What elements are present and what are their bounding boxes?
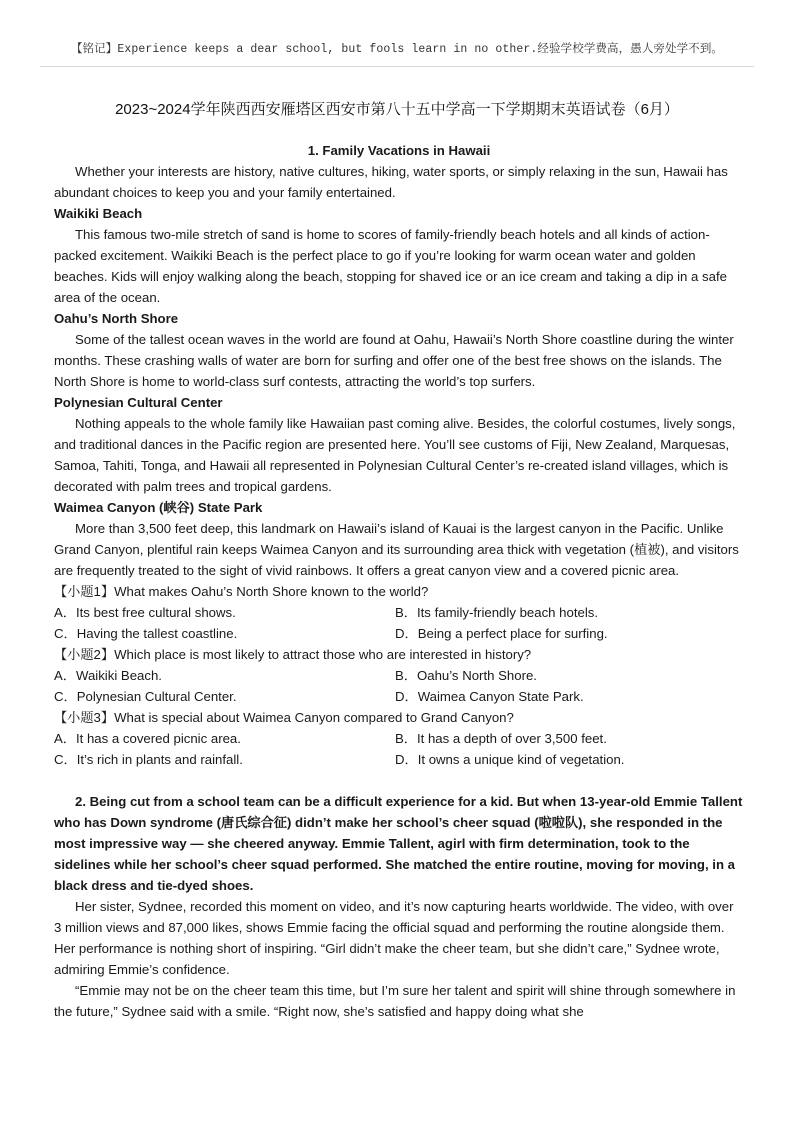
question-1-options-row-1: [54, 602, 744, 623]
section-heading-polynesian: Polynesian Cultural Center: [54, 395, 223, 410]
passage2-lead: 2. Being cut from a school team can be a difficult experience for a kid. But when 13-year-old Emmie Tallent who has Down syndrome (唐氏综合征) didn’t make her school’s cheer squad (啦啦队), she responded in the most impressive way — she cheered anyway. Emmie Tallent, agirl with firm determination, took to the sidelines while her school’s cheer squad performed. She matched the entire routine, moving for moving, in a black dress and tie-dyed shoes.: [54, 794, 743, 893]
document-title: 2023~2024学年陕西西安雁塔区西安市第八十五中学高一下学期期末英语试卷（6月）: [115, 101, 679, 118]
section-text-polynesian: Nothing appeals to the whole family like Hawaiian past coming alive. Besides, the colorful costumes, lively songs, and traditional dances in the Pacific region are presented here. You’ll see customs of Fiji, New Zealand, Marquesas, Samoa, Tahiti, Tonga, and Hawaii all represented in Polynesian Cultural Center’s re-created island villages, which is decorated with palm trees and tropical gardens.: [54, 416, 736, 494]
question-2-option-c: C．Polynesian Cultural Center.: [54, 689, 237, 704]
question-3-stem: 【小题3】What is special about Waimea Canyon compared to Grand Canyon?: [54, 710, 514, 725]
question-1-option-d: D．Being a perfect place for surfing.: [395, 626, 608, 641]
question-1-option-b: B．Its family-friendly beach hotels.: [395, 605, 599, 620]
question-3-option-b: B．It has a depth of over 3,500 feet.: [395, 731, 607, 746]
question-2-options-row-2: [54, 686, 744, 707]
question-2-option-a: A．Waikiki Beach.: [54, 668, 162, 683]
section-heading-north-shore: Oahu’s North Shore: [54, 311, 179, 326]
section-text-waimea: More than 3,500 feet deep, this landmark on Hawaii’s island of Kauai is the largest canyon in the Pacific. Unlike Grand Canyon, plentiful rain keeps Waimea Canyon and its surrounding area thick with vegetation (植被), and visitors are frequently treated to the sight of vivid rainbows. It offers a great canyon view and a covered picnic area.: [54, 521, 739, 578]
question-3-options-row-2: [54, 749, 744, 770]
exam-content: [54, 140, 744, 1022]
question-3-option-d: D．It owns a unique kind of vegetation.: [395, 752, 625, 767]
question-1-option-a: A．Its best free cultural shows.: [54, 605, 236, 620]
passage2-paragraph-1: Her sister, Sydnee, recorded this moment on video, and it’s now capturing hearts worldwide. The video, with over 3 million views and 87,000 likes, shows Emmie facing the official squad and performing the routine alongside them. Her performance is nothing short of inspiring. “Girl didn’t make the cheer team, but she didn’t care,” Sydnee wrote, admiring Emmie’s confidence.: [54, 899, 734, 977]
question-2-option-b: B．Oahu’s North Shore.: [395, 668, 537, 683]
question-1-option-c: C．Having the tallest coastline.: [54, 626, 238, 641]
passage-spacer: [54, 770, 744, 791]
section-text-waikiki: This famous two-mile stretch of sand is home to scores of family-friendly beach hotels and all kinds of action-packed excitement. Waikiki Beach is the perfect place to go if you’re looking for warm ocean water and golden beaches. Kids will enjoy walking along the beach, stopping for shaved ice or an ice cream and taking a dip in a safe area of the ocean.: [54, 227, 727, 305]
question-3-options-row-1: [54, 728, 744, 749]
passage1-intro: Whether your interests are history, native cultures, hiking, water sports, or simply relaxing in the sun, Hawaii has abundant choices to keep you and your family entertained.: [54, 164, 728, 200]
section-heading-waimea: Waimea Canyon (峡谷) State Park: [54, 500, 263, 515]
section-heading-waikiki: Waikiki Beach: [54, 206, 143, 221]
header-motto: 【铭记】Experience keeps a dear school, but fools learn in no other.经验学校学费高，愚人旁处学不到。: [70, 43, 724, 56]
question-2-stem: 【小题2】Which place is most likely to attract those who are interested in history?: [54, 647, 532, 662]
question-3-option-a: A．It has a covered picnic area.: [54, 731, 241, 746]
question-1-stem: 【小题1】What makes Oahu’s North Shore known to the world?: [54, 584, 429, 599]
passage1-title: 1. Family Vacations in Hawaii: [307, 143, 491, 158]
question-2-option-d: D．Waimea Canyon State Park.: [395, 689, 584, 704]
question-2-options-row-1: [54, 665, 744, 686]
passage2-paragraph-2: “Emmie may not be on the cheer team this time, but I’m sure her talent and spirit will shine through somewhere in the future,” Sydnee said with a smile. “Right now, she’s satisfied and happy doing what she: [54, 983, 736, 1019]
question-1-options-row-2: [54, 623, 744, 644]
section-text-north-shore: Some of the tallest ocean waves in the world are found at Oahu, Hawaii’s North Shore coastline during the winter months. These crashing walls of water are born for surfing and offer one of the best free shows on the islands. The North Shore is home to world-class surf contests, attracting the world’s top surfers.: [54, 332, 734, 389]
question-3-option-c: C．It’s rich in plants and rainfall.: [54, 752, 243, 767]
header-divider: [40, 66, 754, 67]
